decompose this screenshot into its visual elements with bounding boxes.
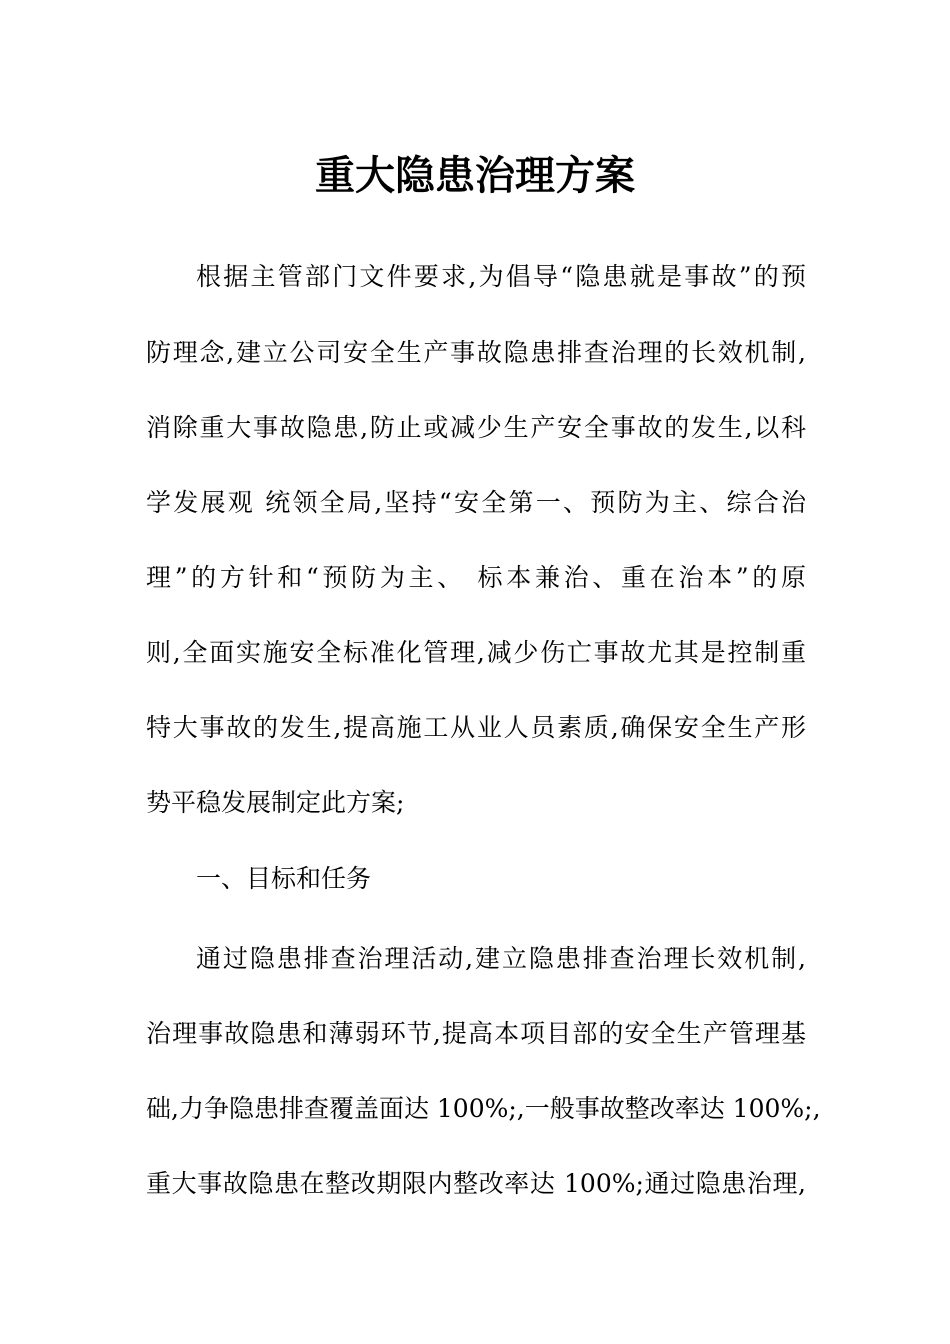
paragraph-line: 重大事故隐患在整改期限内整改率达 100%;通过隐患治理,: [146, 1169, 806, 1198]
paragraph-line: 治理事故隐患和薄弱环节,提高本项目部的安全生产管理基: [146, 1019, 806, 1048]
paragraph-line: 理”的方针和“预防为主、 标本兼治、重在治本”的原: [146, 563, 806, 592]
paragraph-line: 则,全面实施安全标准化管理,减少伤亡事故尤其是控制重: [146, 638, 806, 667]
paragraph-line: 防理念,建立公司安全生产事故隐患排查治理的长效机制,: [146, 338, 806, 367]
paragraph-line: 学发展观 统领全局,坚持“安全第一、预防为主、综合治: [146, 488, 806, 517]
paragraph-line: 消除重大事故隐患,防止或减少生产安全事故的发生,以科: [146, 413, 806, 442]
paragraph-line: 特大事故的发生,提高施工从业人员素质,确保安全生产形: [146, 713, 806, 742]
section-heading: 一、目标和任务: [196, 864, 372, 893]
document-title: 重大隐患治理方案: [315, 153, 635, 199]
paragraph-line: 势平稳发展制定此方案;: [146, 788, 405, 817]
paragraph-line: 础,力争隐患排查覆盖面达 100%;,一般事故整改率达 100%;,: [146, 1094, 821, 1123]
paragraph-line: 通过隐患排查治理活动,建立隐患排查治理长效机制,: [196, 944, 806, 973]
paragraph-line: 根据主管部门文件要求,为倡导“隐患就是事故”的预: [196, 262, 806, 291]
